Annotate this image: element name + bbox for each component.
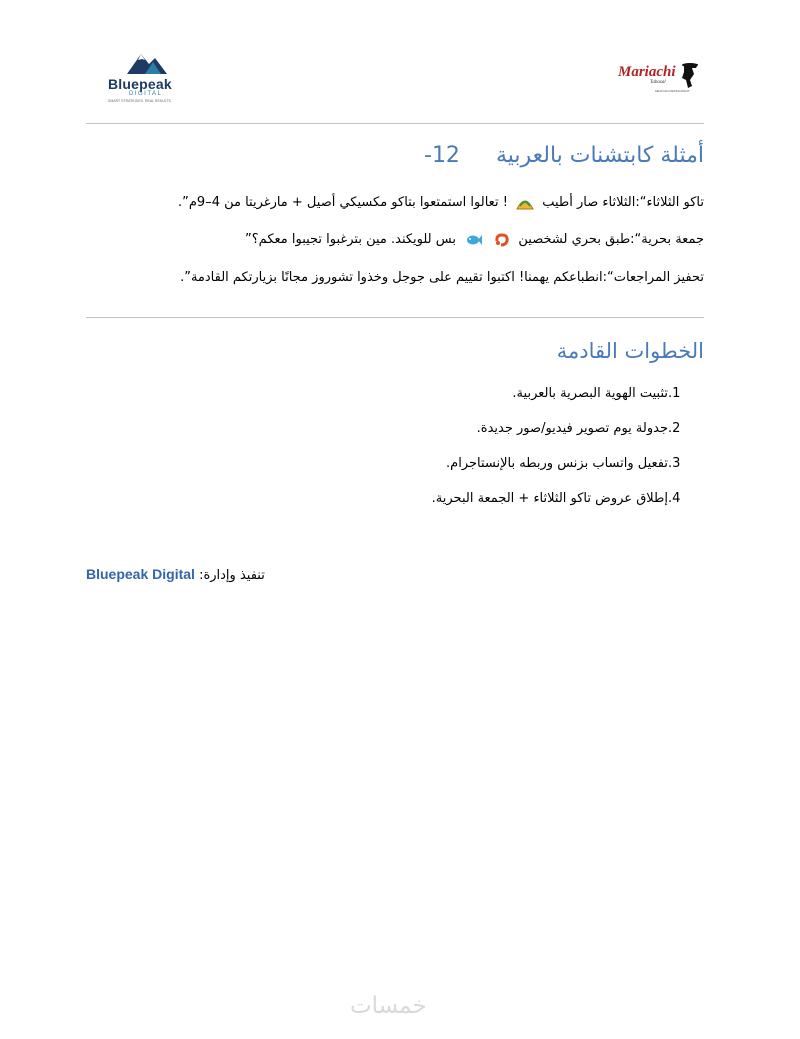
- shrimp-icon: [494, 233, 510, 247]
- execution-label: تنفيذ وإدارة:: [199, 568, 265, 583]
- list-item: 2.جدولة يوم تصوير فيديو/صور جديدة.: [476, 421, 681, 436]
- section-heading: [424, 143, 704, 168]
- example-tuesday: تاكو الثلاثاء“:الثلاثاء صار أطيب ! تعالوا استمتعوا بتاكو مكسيكي أصيل + مارغريتا من 4–9م”.: [177, 195, 704, 210]
- next-steps-title: الخطوات القادمة: [556, 339, 704, 363]
- brand-name: Bluepeak Digital: [86, 566, 195, 582]
- header-divider: [86, 123, 704, 124]
- fish-icon: [464, 233, 482, 247]
- mariachi-logo-name: Mariachi: [618, 64, 676, 80]
- mariachi-logo-sub: Tabasal: [650, 80, 666, 85]
- section-divider: [86, 317, 704, 318]
- list-item: 3.تفعيل واتساب بزنس وربطه بالإنستاجرام.: [446, 456, 681, 471]
- bluepeak-logo-sub: DIGITAL: [129, 91, 163, 97]
- example-reviews: تحفيز المراجعات“:انطباعكم يهمنا! اكتبوا تقييم على جوجل وخذوا تشوروز مجانًا بزيارتكم القادمة”.: [180, 270, 704, 285]
- section-title: أمثلة كابتشنات بالعربية: [495, 143, 704, 168]
- next-steps-list: [432, 386, 704, 526]
- watermark: خمسات: [350, 993, 427, 1019]
- execution-credit: [86, 566, 265, 583]
- list-item: 1.تثبيت الهوية البصرية بالعربية.: [512, 386, 681, 401]
- example-friday: جمعة بحرية“:طبق بحري لشخصين بس للويكند. مين بترغبوا تجيبوا معكم؟”: [245, 232, 704, 247]
- taco-icon: [516, 196, 534, 210]
- bluepeak-logo-tagline: SMART STRATEGIES. REAL RESULTS.: [108, 99, 172, 103]
- bluepeak-logo-name: Bluepeak: [108, 76, 172, 92]
- section-number: 12-: [423, 143, 460, 168]
- list-item: 4.إطلاق عروض تاكو الثلاثاء + الجمعة البحرية.: [431, 491, 681, 506]
- mariachi-logo-tagline: MEXICAN RESTAURANT: [655, 89, 690, 93]
